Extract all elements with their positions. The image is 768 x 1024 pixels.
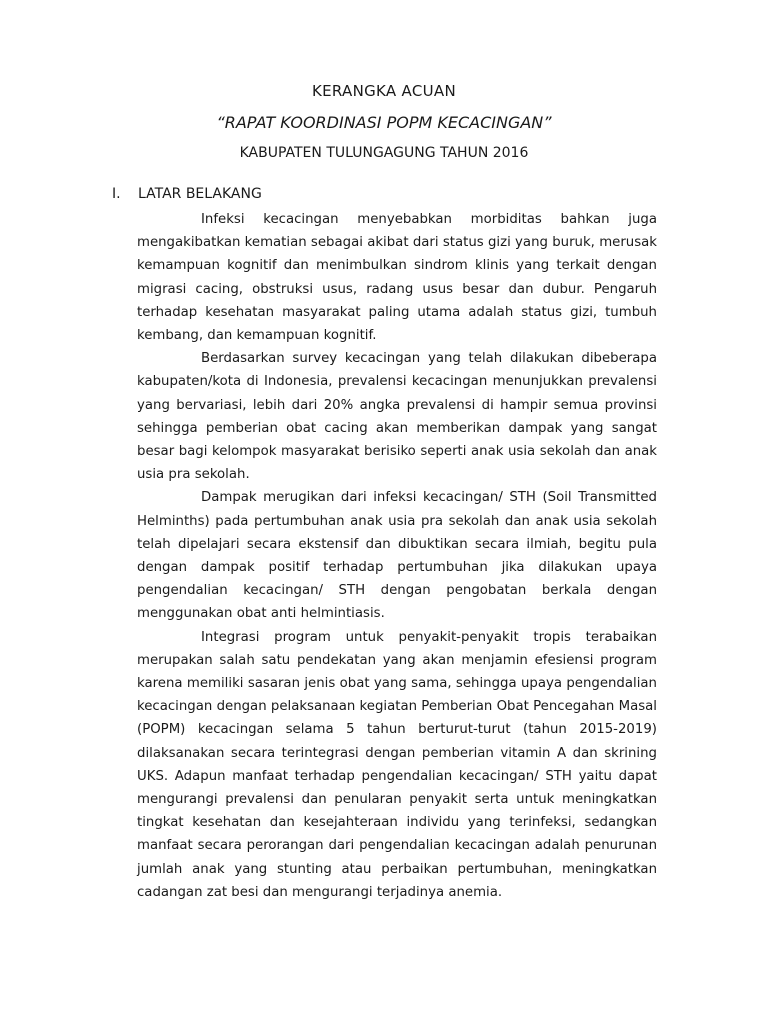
paragraph-4: Integrasi program untuk penyakit-penyakit tropis terabaikan merupakan salah satu pendekatan yang akan menjamin efesiensi program karena memiliki sasaran jenis obat yang sama, sehingga upaya pengendalian kecacingan dengan pelaksanaan kegiatan Pemberian Obat Pencegahan Masal (POPM) kecacingan selama 5 tahun berturut-turut (tahun 2015-2019) dilaksanakan secara terintegrasi dengan pemberian vitamin A dan skrining UKS. Adapun manfaat terhadap pengendalian kecacingan/ STH yaitu dapat mengurangi prevalensi dan penularan penyakit serta untuk meningkatkan tingkat kesehatan dan kesejahteraan individu yang terinfeksi, sedangkan manfaat secara perorangan dari pengendalian kecacingan adalah penurunan jumlah anak yang stunting atau perbaikan pertumbuhan, meningkatkan cadangan zat besi dan mengurangi terjadinya anemia. xyxy=(137,629,657,900)
section-body xyxy=(137,208,657,904)
section-heading xyxy=(112,186,262,202)
section-number: I. xyxy=(112,186,121,202)
document-title: “RAPAT KOORDINASI POPM KECACINGAN” xyxy=(216,113,552,132)
document-subtitle: KABUPATEN TULUNGAGUNG TAHUN 2016 xyxy=(239,145,529,161)
paragraph-3: Dampak merugikan dari infeksi kecacingan/ STH (Soil Transmitted Helminths) pada pertumbuhan anak usia pra sekolah dan anak usia sekolah telah dipelajari secara ekstensif dan dibuktikan secara ilmiah, begitu pula dengan dampak positif terhadap pertumbuhan jika dilakukan upaya pengendalian kecacingan/ STH dengan pengobatan berkala dengan menggunakan obat anti helmintiasis. xyxy=(137,490,657,622)
section-heading-text: LATAR BELAKANG xyxy=(138,186,262,202)
paragraph-2: Berdasarkan survey kecacingan yang telah dilakukan dibeberapa kabupaten/kota di Indonesia, prevalensi kecacingan menunjukkan prevalensi yang bervariasi, lebih dari 20% angka prevalensi di hampir semua provinsi sehingga pemberian obat cacing akan memberikan dampak yang sangat besar bagi kelompok masyarakat berisiko seperti anak usia sekolah dan anak usia pra sekolah. xyxy=(137,351,657,483)
document-type-label: KERANGKA ACUAN xyxy=(312,82,456,100)
paragraph-1: Infeksi kecacingan menyebabkan morbiditas bahkan juga mengakibatkan kematian sebagai akibat dari status gizi yang buruk, merusak kemampuan kognitif dan menimbulkan sindrom klinis yang terkait dengan migrasi cacing, obstruksi usus, radang usus besar dan dubur. Pengaruh terhadap kesehatan masyarakat paling utama adalah status gizi, tumbuh kembang, dan kemampuan kognitif. xyxy=(137,212,657,344)
